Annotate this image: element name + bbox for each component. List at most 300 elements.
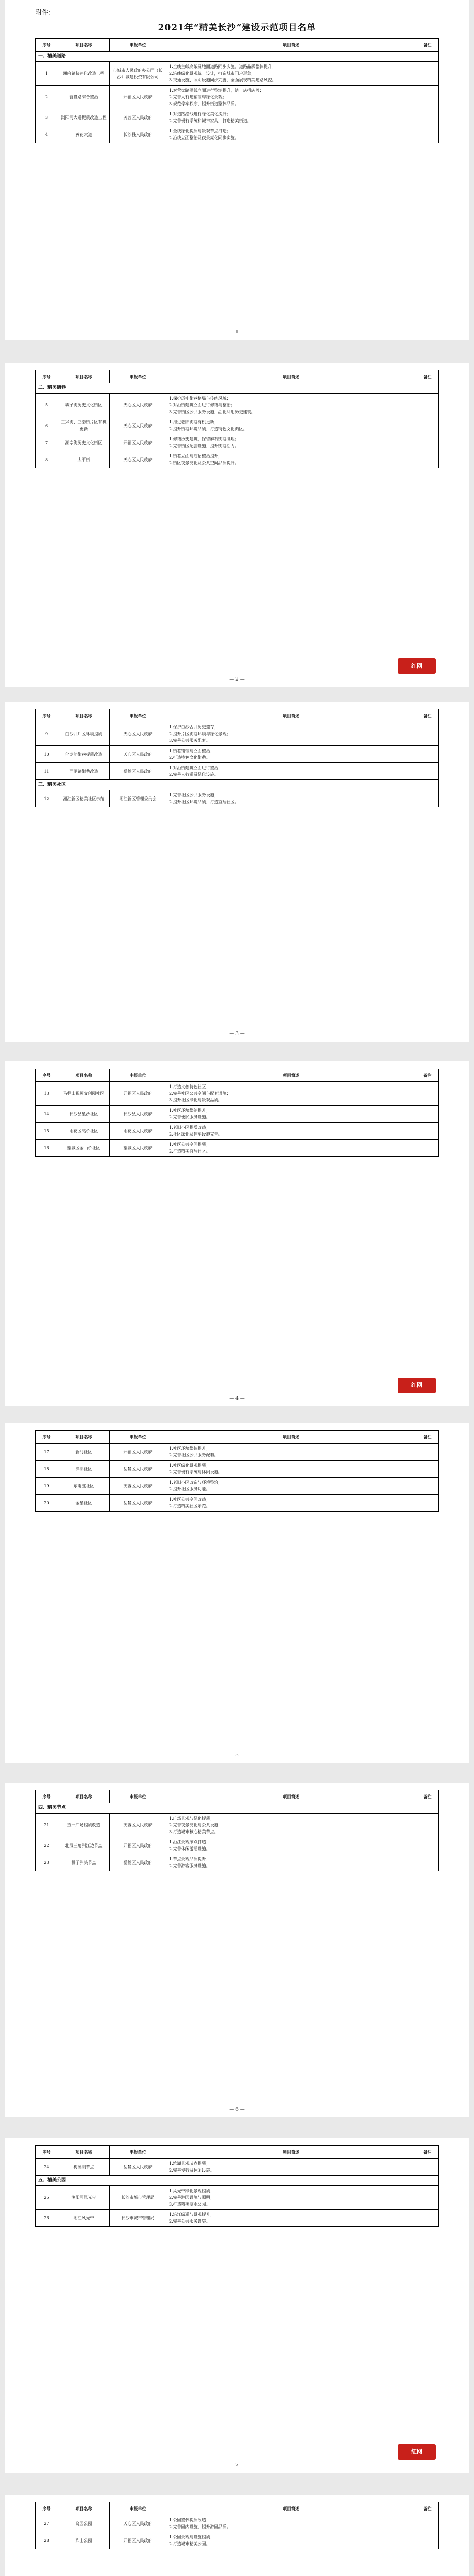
applicant-unit: 雨花区人民政府 — [110, 1123, 166, 1140]
column-header: 项目简述 — [166, 1790, 416, 1803]
project-name: 湘江新区精美社区示范 — [58, 790, 110, 807]
remarks-cell — [416, 1123, 439, 1140]
project-name: 黄花大道 — [58, 126, 110, 143]
description-line: 3.规范停车秩序，提升街道整体品质。 — [169, 101, 239, 106]
project-name: 潮宗街历史文化街区 — [58, 434, 110, 451]
applicant-unit: 开福区人民政府 — [110, 1082, 166, 1106]
description-line: 2.完善园内设施，提升游园品质。 — [169, 2524, 231, 2529]
page-number: — 1 — — [229, 330, 245, 335]
description-line: 1.街巷铺装与立面整治； — [169, 749, 214, 753]
remarks-cell — [416, 790, 439, 807]
description-line: 1.滨湖景观节点提质； — [169, 2161, 210, 2166]
applicant-unit: 开福区人民政府 — [110, 1444, 166, 1461]
document-page — [5, 1061, 469, 1406]
project-description — [166, 126, 416, 143]
project-name: 浏阳河风光带 — [58, 2186, 110, 2210]
column-header: 序号 — [36, 2502, 58, 2515]
remarks-cell — [416, 394, 439, 417]
applicant-unit: 天心区人民政府 — [110, 451, 166, 468]
document-page — [5, 0, 469, 340]
remarks-cell — [416, 1854, 439, 1871]
description-line: 1.保护白沙古井历史遗存； — [169, 725, 218, 730]
remarks-cell — [416, 1495, 439, 1512]
table-header-row — [36, 1790, 439, 1803]
project-name: 雨花区高桥社区 — [58, 1123, 110, 1140]
remarks-cell — [416, 2532, 439, 2549]
project-description — [166, 763, 416, 780]
table-header-row — [36, 2146, 439, 2159]
column-header: 备注 — [416, 2502, 439, 2515]
description-line: 1.公园整体提质改造； — [169, 2518, 210, 2522]
row-number: 1 — [36, 62, 58, 86]
description-line: 2.完善公共服务设施。 — [169, 2219, 210, 2224]
project-name: 白沙井片区环境提质 — [58, 722, 110, 746]
project-table — [35, 2145, 439, 2227]
column-header: 序号 — [36, 2146, 58, 2159]
table-row — [36, 790, 439, 807]
section-row — [36, 52, 439, 62]
column-header: 申报单位 — [110, 1069, 166, 1082]
row-number: 17 — [36, 1444, 58, 1461]
remarks-cell — [416, 1461, 439, 1478]
project-table — [35, 1430, 439, 1512]
row-number: 24 — [36, 2159, 58, 2176]
applicant-unit: 芙蓉区人民政府 — [110, 1478, 166, 1495]
document-page — [5, 702, 469, 1042]
description-line: 1.完善社区公共服务设施； — [169, 793, 218, 798]
column-header: 序号 — [36, 1069, 58, 1082]
column-header: 申报单位 — [110, 39, 166, 52]
project-name: 五一广场提质改造 — [58, 1814, 110, 1837]
remarks-cell — [416, 417, 439, 434]
remarks-cell — [416, 451, 439, 468]
row-number: 22 — [36, 1837, 58, 1854]
column-header: 申报单位 — [110, 2502, 166, 2515]
column-header: 项目名称 — [58, 709, 110, 722]
column-header: 备注 — [416, 2146, 439, 2159]
project-table — [35, 709, 439, 807]
project-description — [166, 451, 416, 468]
project-description — [166, 434, 416, 451]
description-line: 1.社区绿化景观提质； — [169, 1463, 210, 1468]
project-description — [166, 109, 416, 126]
applicant-unit: 开福区人民政府 — [110, 86, 166, 109]
description-line: 3.交通设施、照明设施同步完善，全面展现精美道路风貌。 — [169, 78, 276, 82]
project-name: 湘府路快速化改造工程 — [58, 62, 110, 86]
description-line: 2.提升片区街巷环境与绿化景观； — [169, 732, 231, 736]
column-header: 申报单位 — [110, 2146, 166, 2159]
applicant-unit: 市城市人民政府办公厅（长沙）城建投资有限公司 — [110, 62, 166, 86]
table-row — [36, 1106, 439, 1123]
description-line: 2.对沿街建筑立面进行修缮与整治； — [169, 403, 235, 408]
table-row — [36, 1814, 439, 1837]
column-header: 序号 — [36, 709, 58, 722]
applicant-unit: 岳麓区人民政府 — [110, 1495, 166, 1512]
column-header: 项目简述 — [166, 2502, 416, 2515]
column-header: 项目简述 — [166, 370, 416, 383]
table-row — [36, 434, 439, 451]
description-line: 1.对沿街建筑立面进行整治； — [169, 766, 223, 770]
description-line: 3.完善公共服务配套。 — [169, 738, 210, 743]
description-line: 1.修缮历史建筑，保留麻石街巷肌理； — [169, 437, 239, 442]
description-line: 2.完善游客服务设施。 — [169, 1863, 210, 1868]
section-heading: 二、精美街巷 — [36, 383, 439, 394]
description-line: 2.完善人行道铺装与绿化景观； — [169, 95, 227, 99]
column-header: 项目名称 — [58, 1431, 110, 1444]
remarks-cell — [416, 1106, 439, 1123]
watermark-logo: 红网 — [398, 1378, 436, 1393]
column-header: 备注 — [416, 1069, 439, 1082]
description-line: 2.打造精美宜居社区。 — [169, 1149, 210, 1154]
table-row — [36, 1837, 439, 1854]
section-row — [36, 1803, 439, 1814]
column-header: 项目简述 — [166, 2146, 416, 2159]
section-row — [36, 383, 439, 394]
row-number: 28 — [36, 2532, 58, 2549]
description-line: 2.提升社区服务功能。 — [169, 1487, 210, 1492]
project-description — [166, 1082, 416, 1106]
document-page — [5, 1423, 469, 1763]
project-description — [166, 394, 416, 417]
column-header: 项目名称 — [58, 2502, 110, 2515]
project-description — [166, 62, 416, 86]
row-number: 11 — [36, 763, 58, 780]
project-description — [166, 1837, 416, 1854]
project-name: 坡子街历史文化街区 — [58, 394, 110, 417]
document-title: 2021年“精美长沙”建设示范项目名单 — [158, 23, 316, 33]
table-header-row — [36, 1069, 439, 1082]
applicant-unit: 开福区人民政府 — [110, 434, 166, 451]
project-name: 浏阳河大道提质改造工程 — [58, 109, 110, 126]
table-row — [36, 2210, 439, 2227]
description-line: 1.沿江景观节点打造； — [169, 1840, 210, 1844]
applicant-unit: 天心区人民政府 — [110, 746, 166, 763]
description-line: 1.全线主线高架及地面道路同步实施，道路品质整体提升； — [169, 64, 276, 69]
description-line: 2.完善街区配套设施，提升街巷活力。 — [169, 444, 239, 448]
document-page — [5, 2138, 469, 2473]
remarks-cell — [416, 1140, 439, 1157]
description-line: 2.社区绿化及停车设施完善。 — [169, 1132, 223, 1137]
watermark-logo: 红网 — [398, 658, 436, 674]
description-line: 3.完善街区公共服务设施，活化利用历史建筑。 — [169, 410, 256, 414]
table-row — [36, 109, 439, 126]
applicant-unit: 长沙市城市管理局 — [110, 2186, 166, 2210]
applicant-unit: 岳麓区人民政府 — [110, 1461, 166, 1478]
remarks-cell — [416, 2159, 439, 2176]
description-line: 2.街区夜景亮化及公共空间品质提升。 — [169, 461, 239, 465]
column-header: 项目名称 — [58, 2146, 110, 2159]
project-name: 化龙池街巷提质改造 — [58, 746, 110, 763]
project-table — [35, 1790, 439, 1871]
applicant-unit: 湘江新区管理委员会 — [110, 790, 166, 807]
table-header-row — [36, 709, 439, 722]
description-line: 1.沿江绿道与景观提升； — [169, 2212, 214, 2217]
row-number: 12 — [36, 790, 58, 807]
column-header: 序号 — [36, 1790, 58, 1803]
remarks-cell — [416, 1082, 439, 1106]
row-number: 25 — [36, 2186, 58, 2210]
description-line: 2.完善便民服务设施。 — [169, 1115, 210, 1120]
page-number: — 2 — — [229, 677, 245, 682]
table-row — [36, 62, 439, 86]
column-header: 项目简述 — [166, 39, 416, 52]
description-line: 2.提升社区环境品质，打造宜居社区。 — [169, 800, 239, 804]
project-name: 橘子洲头节点 — [58, 1854, 110, 1871]
project-description — [166, 2210, 416, 2227]
column-header: 项目简述 — [166, 1431, 416, 1444]
project-table — [35, 38, 439, 143]
project-name: 湘江风光带 — [58, 2210, 110, 2227]
description-line: 2.完善人行道及绿化设施。 — [169, 772, 218, 777]
description-line: 2.完善游园设施与照明； — [169, 2195, 214, 2200]
watermark-logo: 红网 — [398, 2444, 436, 2460]
project-description — [166, 417, 416, 434]
project-name: 洋湖社区 — [58, 1461, 110, 1478]
applicant-unit: 岳麓区人民政府 — [110, 2159, 166, 2176]
row-number: 7 — [36, 434, 58, 451]
description-line: 1.公园景观与设施提质； — [169, 2535, 214, 2539]
remarks-cell — [416, 722, 439, 746]
row-number: 9 — [36, 722, 58, 746]
remarks-cell — [416, 434, 439, 451]
row-number: 3 — [36, 109, 58, 126]
section-row — [36, 780, 439, 790]
remarks-cell — [416, 1478, 439, 1495]
remarks-cell — [416, 109, 439, 126]
applicant-unit: 岳麓区人民政府 — [110, 763, 166, 780]
table-row — [36, 2532, 439, 2549]
description-line: 1.社区环境整治提升； — [169, 1108, 210, 1113]
remarks-cell — [416, 1444, 439, 1461]
column-header: 申报单位 — [110, 1431, 166, 1444]
project-name: 新河社区 — [58, 1444, 110, 1461]
table-row — [36, 417, 439, 434]
column-header: 序号 — [36, 39, 58, 52]
project-description — [166, 2532, 416, 2549]
description-line: 3.提升社区绿化与景观品质。 — [169, 1098, 223, 1103]
description-line: 2.打造城市精美公园。 — [169, 2541, 210, 2546]
applicant-unit: 开福区人民政府 — [110, 2532, 166, 2549]
column-header: 项目简述 — [166, 709, 416, 722]
remarks-cell — [416, 2210, 439, 2227]
row-number: 2 — [36, 86, 58, 109]
column-header: 项目名称 — [58, 39, 110, 52]
remarks-cell — [416, 2186, 439, 2210]
table-row — [36, 722, 439, 746]
project-table — [35, 370, 439, 468]
column-header: 序号 — [36, 1431, 58, 1444]
table-row — [36, 1854, 439, 1871]
page-number: — 3 — — [229, 1031, 245, 1037]
description-line: 3.打造精美滨水公园。 — [169, 2202, 210, 2207]
description-line: 2.完善社区公共服务配套。 — [169, 1453, 218, 1458]
remarks-cell — [416, 1814, 439, 1837]
description-line: 1.广场景观与绿化提质； — [169, 1816, 214, 1821]
table-row — [36, 1478, 439, 1495]
table-row — [36, 1140, 439, 1157]
table-header-row — [36, 1431, 439, 1444]
remarks-cell — [416, 62, 439, 86]
remarks-cell — [416, 1837, 439, 1854]
applicant-unit: 天心区人民政府 — [110, 722, 166, 746]
project-name: 西湖路街巷改造 — [58, 763, 110, 780]
table-row — [36, 394, 439, 417]
remarks-cell — [416, 763, 439, 780]
attachment-label: 附件： — [35, 9, 56, 17]
table-row — [36, 2515, 439, 2532]
project-name: 金星社区 — [58, 1495, 110, 1512]
table-row — [36, 126, 439, 143]
table-header-row — [36, 2502, 439, 2515]
description-line: 2.完善社区公共空间与配套设施； — [169, 1091, 231, 1096]
row-number: 18 — [36, 1461, 58, 1478]
project-description — [166, 1444, 416, 1461]
applicant-unit: 岳麓区人民政府 — [110, 1854, 166, 1871]
project-description — [166, 1461, 416, 1478]
table-row — [36, 1461, 439, 1478]
row-number: 14 — [36, 1106, 58, 1123]
column-header: 备注 — [416, 370, 439, 383]
row-number: 16 — [36, 1140, 58, 1157]
remarks-cell — [416, 2515, 439, 2532]
description-line: 2.提升街巷环境品质，打造特色文化街区。 — [169, 427, 247, 431]
description-line: 1.社区公共空间提质； — [169, 1142, 210, 1147]
remarks-cell — [416, 86, 439, 109]
description-line: 1.社区公共空间改造； — [169, 1497, 210, 1502]
column-header: 申报单位 — [110, 370, 166, 383]
section-heading: 五、精美公园 — [36, 2176, 439, 2186]
row-number: 15 — [36, 1123, 58, 1140]
description-line: 2.打造精美社区示范。 — [169, 1504, 210, 1509]
page-number: — 5 — — [229, 1753, 245, 1758]
project-description — [166, 790, 416, 807]
column-header: 项目名称 — [58, 370, 110, 383]
table-row — [36, 2186, 439, 2210]
column-header: 申报单位 — [110, 709, 166, 722]
column-header: 申报单位 — [110, 1790, 166, 1803]
column-header: 项目名称 — [58, 1069, 110, 1082]
document-page — [5, 363, 469, 687]
project-description — [166, 1478, 416, 1495]
document-page — [5, 2495, 469, 2576]
project-name: 长沙县星沙社区 — [58, 1106, 110, 1123]
page-number: — 6 — — [229, 2107, 245, 2112]
description-line: 2.完善慢行系统与休闲设施。 — [169, 1470, 223, 1475]
description-line: 2.完善慢行及休闲设施。 — [169, 2168, 214, 2173]
table-row — [36, 2159, 439, 2176]
project-description — [166, 1495, 416, 1512]
description-line: 1.节点景观品质提升； — [169, 1857, 210, 1861]
applicant-unit: 长沙县人民政府 — [110, 1106, 166, 1123]
column-header: 序号 — [36, 370, 58, 383]
description-line: 1.全线绿化提质与景观节点打造； — [169, 129, 231, 133]
project-description — [166, 1123, 416, 1140]
table-row — [36, 763, 439, 780]
table-header-row — [36, 39, 439, 52]
table-row — [36, 1082, 439, 1106]
project-name: 三兴街、三泰街片区有机更新 — [58, 417, 110, 434]
column-header: 项目名称 — [58, 1790, 110, 1803]
column-header: 备注 — [416, 1431, 439, 1444]
applicant-unit: 芙蓉区人民政府 — [110, 109, 166, 126]
project-name: 望城区金山桥社区 — [58, 1140, 110, 1157]
column-header: 备注 — [416, 1790, 439, 1803]
table-row — [36, 1495, 439, 1512]
project-description — [166, 86, 416, 109]
project-table — [35, 1069, 439, 1157]
project-description — [166, 1106, 416, 1123]
document-page — [5, 1783, 469, 2117]
description-line: 2.打造特色文化街巷。 — [169, 755, 210, 760]
applicant-unit: 天心区人民政府 — [110, 394, 166, 417]
table-row — [36, 746, 439, 763]
project-name: 东屯渡社区 — [58, 1478, 110, 1495]
row-number: 4 — [36, 126, 58, 143]
remarks-cell — [416, 126, 439, 143]
row-number: 10 — [36, 746, 58, 763]
column-header: 备注 — [416, 39, 439, 52]
applicant-unit: 望城区人民政府 — [110, 1140, 166, 1157]
description-line: 3.打造城市核心精美节点。 — [169, 1829, 218, 1834]
table-header-row — [36, 370, 439, 383]
description-line: 1.打造文创特色社区； — [169, 1084, 210, 1089]
project-name: 晓园公园 — [58, 2515, 110, 2532]
description-line: 2.完善夜景亮化与公共设施； — [169, 1823, 223, 1827]
table-row — [36, 86, 439, 109]
row-number: 6 — [36, 417, 58, 434]
applicant-unit: 长沙市城市管理局 — [110, 2210, 166, 2227]
description-line: 2.沿线立面整治及夜景亮化同步实施。 — [169, 135, 239, 140]
project-table — [35, 2502, 439, 2549]
description-line: 2.完善慢行系统和城市家具，打造精美街道。 — [169, 118, 251, 123]
project-name: 太平街 — [58, 451, 110, 468]
project-description — [166, 746, 416, 763]
project-description — [166, 2515, 416, 2532]
table-row — [36, 1123, 439, 1140]
description-line: 1.保护历史街巷格局与传统风貌； — [169, 396, 231, 401]
description-line: 2.沿线绿化景观统一设计，打造城市门户形象； — [169, 71, 256, 76]
project-name: 北辰三角洲江边节点 — [58, 1837, 110, 1854]
row-number: 13 — [36, 1082, 58, 1106]
project-description — [166, 2186, 416, 2210]
row-number: 26 — [36, 2210, 58, 2227]
description-line: 1.老旧小区改造与环境整治； — [169, 1480, 223, 1485]
applicant-unit: 天心区人民政府 — [110, 417, 166, 434]
remarks-cell — [416, 746, 439, 763]
section-row — [36, 2176, 439, 2186]
row-number: 21 — [36, 1814, 58, 1837]
row-number: 20 — [36, 1495, 58, 1512]
description-line: 1.对道路沿线进行绿化美化提升； — [169, 112, 231, 116]
row-number: 23 — [36, 1854, 58, 1871]
row-number: 8 — [36, 451, 58, 468]
section-heading: 三、精美社区 — [36, 780, 439, 790]
description-line: 1.社区环境整体提升； — [169, 1446, 210, 1451]
project-description — [166, 722, 416, 746]
row-number: 27 — [36, 2515, 58, 2532]
page-number: — 4 — — [229, 1396, 245, 1401]
applicant-unit: 开福区人民政府 — [110, 1837, 166, 1854]
project-name: 营盘路综合整治 — [58, 86, 110, 109]
description-line: 1.推进老旧街巷有机更新； — [169, 420, 218, 425]
applicant-unit: 长沙县人民政府 — [110, 126, 166, 143]
project-description — [166, 1814, 416, 1837]
applicant-unit: 天心区人民政府 — [110, 2515, 166, 2532]
section-heading: 四、精美节点 — [36, 1803, 439, 1814]
project-description — [166, 1854, 416, 1871]
description-line: 2.完善休闲游憩设施。 — [169, 1846, 210, 1851]
table-row — [36, 451, 439, 468]
